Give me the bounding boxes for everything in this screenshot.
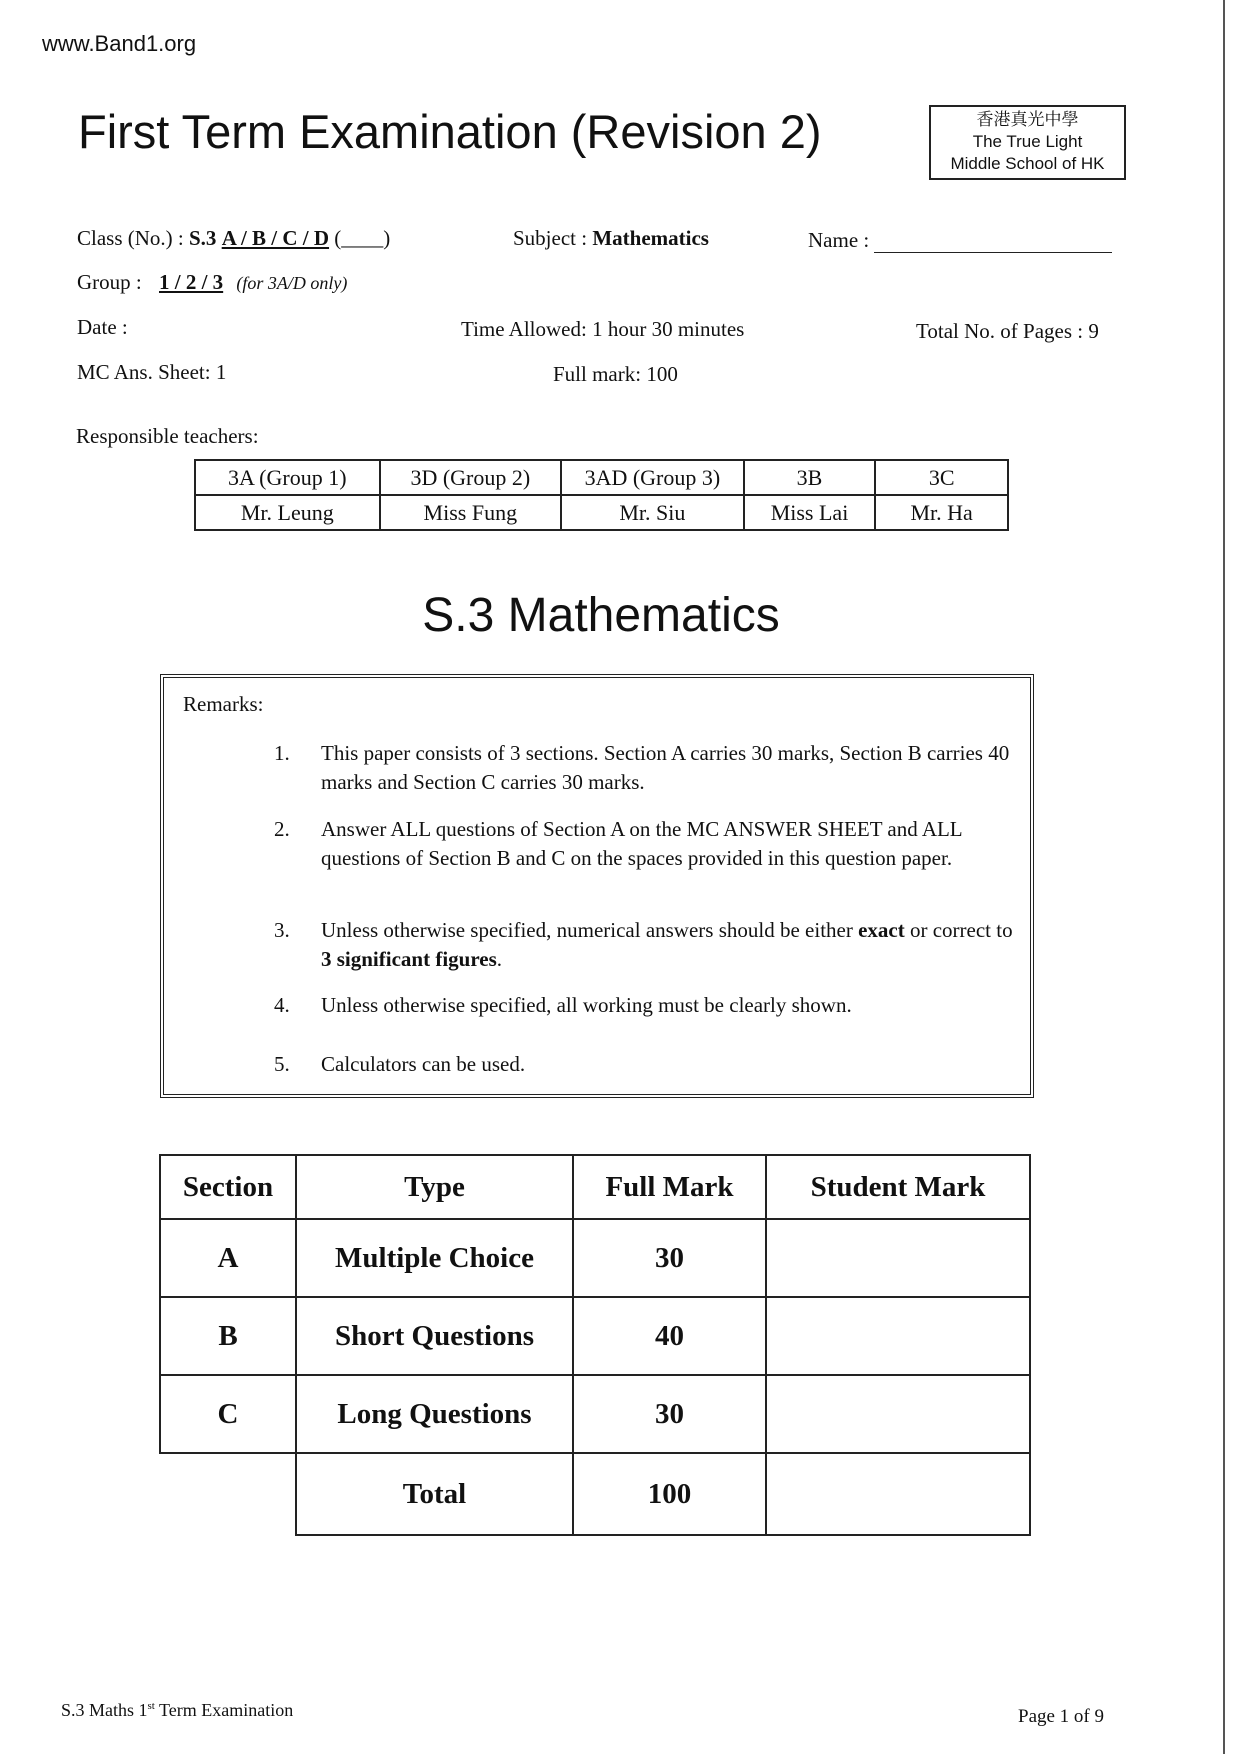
header-type: Type xyxy=(296,1155,573,1219)
remark-number: 1. xyxy=(274,741,290,765)
remark-number: 4. xyxy=(274,993,290,1017)
type-cell: Short Questions xyxy=(296,1297,573,1375)
name-field xyxy=(808,228,1112,253)
remarks-box xyxy=(160,674,1034,1098)
remark-text-part: . xyxy=(496,947,503,971)
subject-value: Mathematics xyxy=(592,226,709,250)
class-prefix: S.3 xyxy=(189,226,217,250)
remark-text-part: Unless otherwise specified, numerical answers should be either xyxy=(321,918,859,942)
page-number: Page 1 of 9 xyxy=(1018,1706,1105,1727)
group-note: (for 3A/D only) xyxy=(236,273,348,293)
teacher-cell: Miss Fung xyxy=(380,495,562,530)
marks-header-row xyxy=(160,1155,1030,1219)
group-value: 1 / 2 / 3 xyxy=(159,270,224,294)
remark-bold: exact xyxy=(858,918,905,942)
remark-text: This paper consists of 3 sections. Section A carries 30 marks, Section B carries 40 marks and Section C carries 30 marks. xyxy=(321,741,1010,794)
marks-table xyxy=(159,1154,1031,1536)
header-section: Section xyxy=(160,1155,296,1219)
class-options: A / B / C / D xyxy=(221,226,330,250)
full-mark-cell: 30 xyxy=(573,1375,766,1453)
teacher-group-row xyxy=(195,460,1008,495)
student-mark-cell[interactable] xyxy=(766,1297,1030,1375)
footer-text: S.3 Maths 1 xyxy=(61,1700,148,1720)
marks-row xyxy=(160,1297,1030,1375)
group-cell: 3C xyxy=(875,460,1008,495)
date-label: Date : xyxy=(77,315,128,339)
class-label: Class (No.) : xyxy=(77,226,184,250)
section-cell: C xyxy=(160,1375,296,1453)
empty-cell xyxy=(160,1453,296,1535)
marks-total-row xyxy=(160,1453,1030,1535)
footer-superscript: st xyxy=(147,1700,155,1712)
group-label: Group : xyxy=(77,270,142,294)
marks-row xyxy=(160,1375,1030,1453)
section-cell: A xyxy=(160,1219,296,1297)
scan-edge-line xyxy=(1223,0,1225,1754)
remarks-heading: Remarks: xyxy=(183,692,264,716)
class-field xyxy=(77,226,390,251)
mc-answer-sheet: MC Ans. Sheet: 1 xyxy=(77,360,227,384)
section-cell: B xyxy=(160,1297,296,1375)
exam-title: First Term Examination (Revision 2) xyxy=(78,105,822,158)
total-pages: Total No. of Pages : 9 xyxy=(916,319,1099,343)
teacher-cell: Miss Lai xyxy=(744,495,876,530)
subject-field xyxy=(513,226,709,251)
school-name-chinese: 香港真光中學 xyxy=(976,110,1079,129)
student-total-cell[interactable] xyxy=(766,1453,1030,1535)
remark-number: 5. xyxy=(274,1052,290,1076)
school-name-line1: The True Light xyxy=(972,132,1083,151)
teacher-cell: Mr. Leung xyxy=(195,495,380,530)
student-mark-cell[interactable] xyxy=(766,1375,1030,1453)
name-blank[interactable] xyxy=(874,252,1112,253)
teacher-name-row xyxy=(195,495,1008,530)
header-student-mark: Student Mark xyxy=(766,1155,1030,1219)
total-label: Total xyxy=(296,1453,573,1535)
remark-number: 3. xyxy=(274,918,290,942)
teachers-table xyxy=(194,459,1009,531)
school-logo xyxy=(929,105,1126,180)
remark-bold: 3 significant figures xyxy=(321,947,497,971)
remark-text-part: or correct to xyxy=(904,918,1013,942)
type-cell: Long Questions xyxy=(296,1375,573,1453)
footer-title xyxy=(61,1700,293,1721)
teacher-cell: Mr. Siu xyxy=(561,495,744,530)
full-mark-cell: 30 xyxy=(573,1219,766,1297)
remark-number: 2. xyxy=(274,817,290,841)
header-full-mark: Full Mark xyxy=(573,1155,766,1219)
total-value: 100 xyxy=(573,1453,766,1535)
watermark: www.Band1.org xyxy=(42,31,197,56)
student-mark-cell[interactable] xyxy=(766,1219,1030,1297)
remark-text xyxy=(321,916,1021,974)
teacher-cell: Mr. Ha xyxy=(875,495,1008,530)
paper-subtitle: S.3 Mathematics xyxy=(422,589,780,642)
footer-text: Term Examination xyxy=(154,1700,294,1720)
responsible-teachers-label: Responsible teachers: xyxy=(76,424,259,448)
marks-row xyxy=(160,1219,1030,1297)
name-label: Name : xyxy=(808,228,870,252)
group-cell: 3AD (Group 3) xyxy=(561,460,744,495)
group-cell: 3A (Group 1) xyxy=(195,460,380,495)
school-name-line2: Middle School of HK xyxy=(950,154,1105,173)
group-cell: 3D (Group 2) xyxy=(380,460,562,495)
group-cell: 3B xyxy=(744,460,876,495)
remark-text: Answer ALL questions of Section A on the MC ANSWER SHEET and ALL questions of Section B and C on the spaces provided in this question paper. xyxy=(321,817,962,870)
remark-text: Calculators can be used. xyxy=(321,1052,526,1076)
remark-text: Unless otherwise specified, all working must be clearly shown. xyxy=(321,993,852,1017)
group-field xyxy=(77,270,347,295)
full-mark-cell: 40 xyxy=(573,1297,766,1375)
class-number: (____) xyxy=(334,226,391,250)
type-cell: Multiple Choice xyxy=(296,1219,573,1297)
full-mark: Full mark: 100 xyxy=(553,362,678,386)
time-allowed: Time Allowed: 1 hour 30 minutes xyxy=(461,317,745,341)
subject-label: Subject : xyxy=(513,226,588,250)
